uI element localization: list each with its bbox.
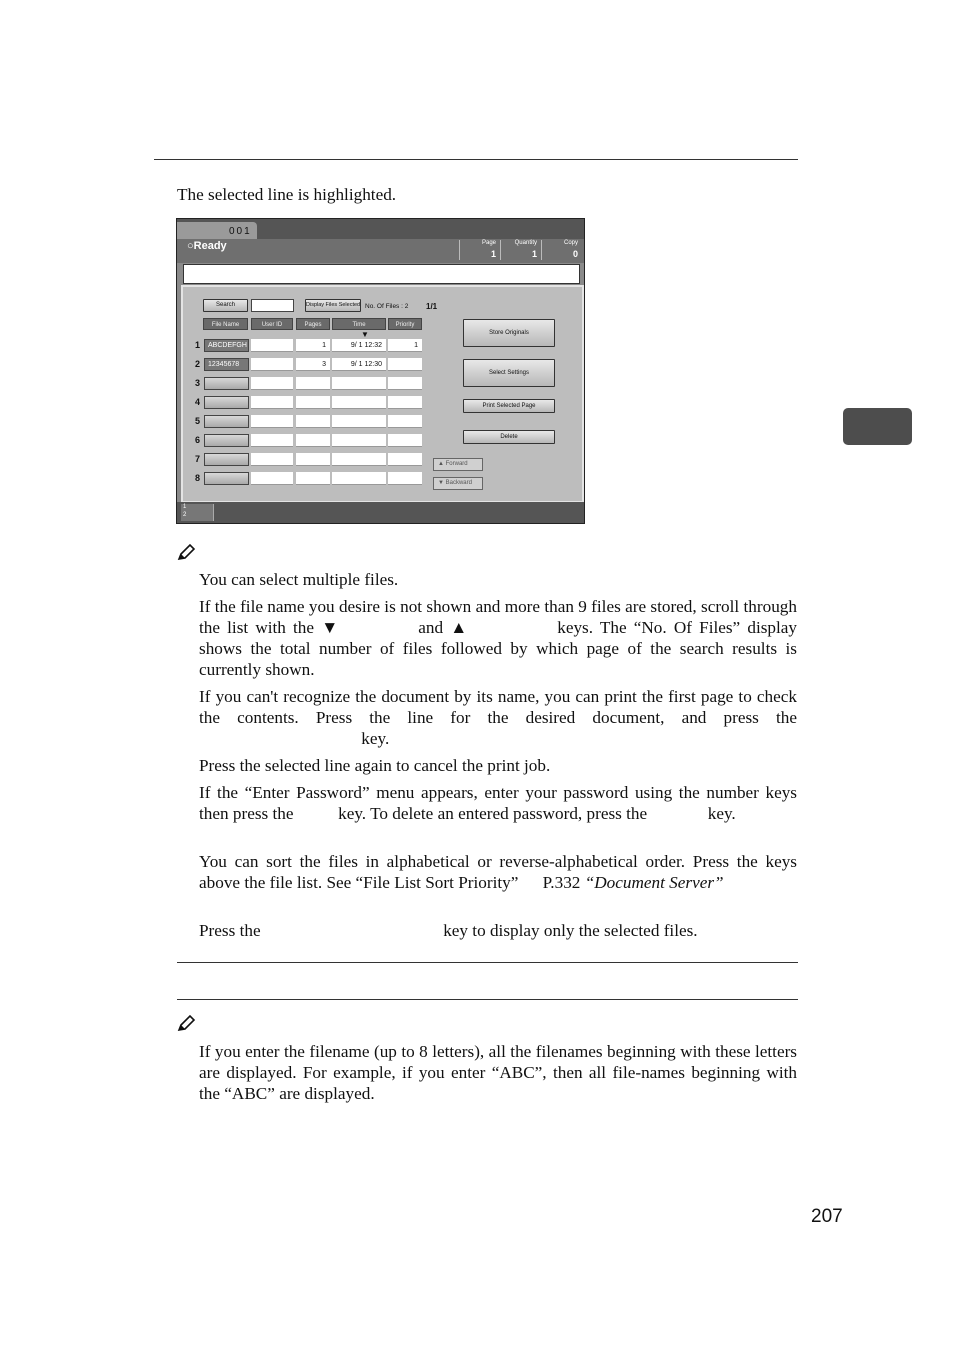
chapter-tab-marker [843, 408, 912, 445]
note1-p4: Press the selected line again to cancel the print job. [199, 756, 551, 775]
search-button[interactable]: Search [203, 299, 248, 312]
row-cell-time[interactable] [332, 377, 386, 390]
section-rule-2 [177, 999, 798, 1000]
pencil-note-icon [176, 543, 196, 563]
row-cell-time[interactable]: 9/ 1 12:30 [332, 358, 386, 371]
header-time[interactable]: Time [332, 318, 386, 330]
row-cell-pages[interactable]: 3 [296, 358, 330, 371]
note1-p1: You can select multiple files. [199, 570, 399, 589]
note1-p5: If the “Enter Password” menu appears, enter your password using the number keys then press the key. To delete an entered password, press the key. [199, 783, 797, 823]
row-number: 1 [195, 340, 201, 350]
row-number: 4 [195, 397, 201, 407]
row-cell-time[interactable] [332, 453, 386, 466]
row-cell-pages[interactable]: 1 [296, 339, 330, 352]
file-list-area [181, 285, 584, 503]
note1-p7: Press the key to display only the selected files. [199, 921, 698, 940]
row-cell-priority[interactable] [388, 472, 422, 485]
header-pages[interactable]: Pages [296, 318, 330, 330]
job-tab: 001 [177, 222, 257, 239]
row-number: 5 [195, 416, 201, 426]
message-bar [183, 264, 580, 284]
row-cell-pages[interactable] [296, 453, 330, 466]
row-cell-user[interactable] [251, 377, 293, 390]
store-originals-button[interactable]: Store Originals [463, 319, 555, 347]
page-number: 207 [811, 1206, 843, 1227]
delete-button[interactable]: Delete [463, 430, 555, 444]
row-cell-pages[interactable] [296, 377, 330, 390]
row-number: 2 [195, 359, 201, 369]
row-number: 3 [195, 378, 201, 388]
row-cell-priority[interactable]: 1 [388, 339, 422, 352]
file-name-button[interactable] [204, 434, 249, 447]
file-name-button[interactable]: 12345678 [204, 358, 249, 371]
screen-bottom-bar [177, 502, 584, 523]
row-cell-time[interactable] [332, 472, 386, 485]
row-number: 6 [195, 435, 201, 445]
display-files-selected-button[interactable]: Display Files Selected [305, 299, 361, 312]
up-arrow-icon: ▲ [450, 618, 471, 637]
row-cell-priority[interactable] [388, 396, 422, 409]
row-cell-pages[interactable] [296, 415, 330, 428]
row-number: 7 [195, 454, 201, 464]
file-name-button[interactable]: ABCDEFGH [204, 339, 249, 352]
search-input[interactable] [251, 299, 294, 312]
row-cell-user[interactable] [251, 415, 293, 428]
note1-p2: If the file name you desire is not shown and more than 9 files are stored, scroll through the list with the ▼ and ▲ keys. The “No. Of Files” display shows the total number of files followed by which page of the search results is currently shown. [199, 597, 797, 679]
down-arrow-icon: ▼ [321, 618, 342, 637]
row-cell-time[interactable]: 9/ 1 12:32 [332, 339, 386, 352]
row-cell-user[interactable] [251, 472, 293, 485]
row-cell-pages[interactable] [296, 434, 330, 447]
row-cell-user[interactable] [251, 358, 293, 371]
control-panel-screen [176, 218, 585, 524]
header-user-id[interactable]: User ID [251, 318, 293, 330]
row-cell-user[interactable] [251, 453, 293, 466]
sort-arrow-icon: ▼ [361, 330, 369, 339]
status-bar [177, 239, 584, 263]
row-cell-pages[interactable] [296, 472, 330, 485]
file-name-button[interactable] [204, 396, 249, 409]
header-priority[interactable]: Priority [388, 318, 422, 330]
row-cell-priority[interactable] [388, 358, 422, 371]
row-cell-priority[interactable] [388, 415, 422, 428]
forward-button[interactable]: ▲ Forward [433, 458, 483, 471]
file-name-button[interactable] [204, 453, 249, 466]
header-file-name[interactable]: File Name [203, 318, 248, 330]
file-name-button[interactable] [204, 415, 249, 428]
no-of-files: No. Of Files : 2 [365, 303, 409, 310]
quantity-counter: Quantity 1 [500, 240, 541, 260]
note1-p3: If you can't recognize the document by its name, you can print the first page to check the contents. Press the line for the desired document, and press the key. [199, 687, 797, 748]
section-rule-1 [177, 962, 798, 963]
row-cell-user[interactable] [251, 434, 293, 447]
ready-status: ○Ready [187, 240, 227, 252]
file-name-button[interactable] [204, 377, 249, 390]
row-cell-user[interactable] [251, 339, 293, 352]
screen-top-bar [177, 219, 584, 239]
row-cell-time[interactable] [332, 434, 386, 447]
row-cell-priority[interactable] [388, 434, 422, 447]
note2-p1: If you enter the filename (up to 8 letters), all the filenames beginning with these letters are displayed. For example, if you enter “ABC”, then all file-names beginning with the “ABC” are displayed. [199, 1042, 797, 1103]
row-cell-priority[interactable] [388, 377, 422, 390]
top-rule [154, 159, 798, 160]
memory-indicator: 1 2 [181, 504, 214, 521]
row-number: 8 [195, 473, 201, 483]
copy-counter: Copy 0 [541, 240, 582, 260]
row-cell-pages[interactable] [296, 396, 330, 409]
note1-p6: You can sort the files in alphabetical or reverse-alphabetical order. Press the keys above the file list. See “File List Sort Priority” P.332 “Document Server” [199, 852, 797, 892]
page-counter: Page 1 [459, 240, 500, 260]
row-cell-user[interactable] [251, 396, 293, 409]
pencil-note-icon [176, 1014, 196, 1034]
row-cell-priority[interactable] [388, 453, 422, 466]
print-selected-page-button[interactable]: Print Selected Page [463, 399, 555, 413]
select-settings-button[interactable]: Select Settings [463, 359, 555, 387]
row-cell-time[interactable] [332, 396, 386, 409]
file-name-button[interactable] [204, 472, 249, 485]
intro-text: The selected line is highlighted. [177, 185, 397, 204]
row-cell-time[interactable] [332, 415, 386, 428]
backward-button[interactable]: ▼ Backward [433, 477, 483, 490]
page-indicator: 1/1 [426, 302, 438, 311]
